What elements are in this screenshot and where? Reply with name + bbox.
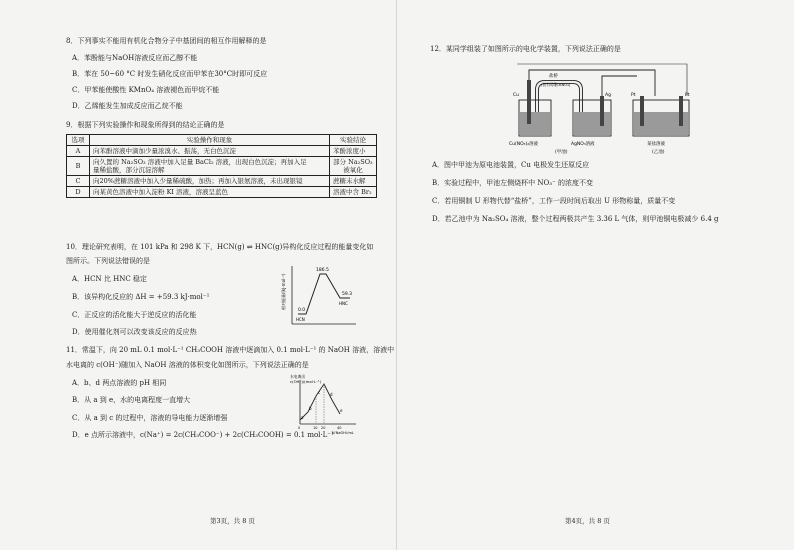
cell-yi-label: (乙池): [652, 150, 665, 154]
row-conclusion: 苯酚浓度小: [330, 146, 377, 157]
table-header-operation: 实验操作和现象: [90, 135, 330, 146]
x-tick-0: 0: [298, 426, 301, 430]
pt-electrode-left: [640, 96, 644, 126]
pt-label-left: Pt: [631, 93, 636, 98]
q10-energy-diagram: [280, 262, 360, 330]
q11-option-d: D．e 点所示溶液中，c(Na⁺) = 2c(CH₃COO⁻) + 2c(CH₃COOH) = 0.1 mol·L⁻¹: [72, 431, 334, 439]
table-header-conclusion: 实验结论: [330, 135, 377, 146]
row-conclusion-line: 被氧化: [343, 166, 363, 174]
point-b-label: b: [309, 406, 312, 411]
q11-water-ionization-graph: [290, 374, 362, 434]
table-row: [67, 146, 377, 157]
q10-option-b: B．该异构化反应的 ΔH = +59.3 kJ·mol⁻¹: [72, 293, 210, 301]
end-species-label: HNC: [339, 301, 348, 306]
q9-stem: 9．根据下列实验操作和现象所得到的结论正确的是: [66, 121, 225, 129]
page-4: [397, 0, 794, 550]
q10-option-c: C．正反应的活化能大于逆反应的活化能: [72, 311, 197, 319]
page-footer: 第4页，共 8 页: [565, 517, 610, 525]
point-c-label: c: [318, 390, 321, 395]
q10-stem-line1: 10．理论研究表明，在 101 kPa 和 298 K 下，HCN(g) ⇌ HNC(g)异构化反应过程的能量变化如: [66, 243, 374, 251]
q8-option-b: B．苯在 50~60 °C 时发生硝化反应而甲苯在30°C时即可反应: [72, 70, 268, 78]
pt-electrode-right: [679, 96, 683, 126]
q8-stem: 8．下列事实不能用有机化合物分子中基团间的相互作用解释的是: [66, 37, 267, 45]
row-conclusion: 溶液中含 Br₂: [330, 187, 377, 198]
row-conclusion: 蔗糖未水解: [330, 176, 377, 187]
table-row: [67, 157, 377, 176]
q12-option-a: A．图中甲池为原电池装置，Cu 电极发生还原反应: [432, 161, 590, 169]
beaker-2-label: AgNO₃溶液: [571, 142, 595, 147]
q12-option-d: D．若乙池中为 Na₂SO₄ 溶液，整个过程两极共产生 3.36 L 气体，则甲池铜电极减少 6.4 g: [432, 215, 719, 223]
point-d-label: d: [330, 392, 333, 397]
table-row: [67, 187, 377, 198]
x-axis-label: V(NaOH)/mL: [332, 431, 354, 434]
row-operation: 向苯酚溶液中滴加少量浓溴水、振荡，无白色沉淀: [90, 146, 330, 157]
point-a-label: a: [301, 415, 304, 420]
row-conclusion: [330, 157, 377, 176]
y-axis-label: 相对能量/(kJ·mol⁻¹): [281, 273, 286, 310]
q8-option-c: C．甲苯能使酸性 KMnO₄ 溶液褪色而甲烷不能: [72, 86, 220, 94]
q12-electrochemical-apparatus: [507, 56, 702, 154]
q9-experiment-table: [66, 134, 377, 198]
row-operation: 向20%蔗糖溶液中加入少量稀硫酸，加热；再加入银氨溶液，未出现银镜: [90, 176, 330, 187]
q11-option-c: C．从 a 到 c 的过程中，溶液的导电能力逐渐增强: [72, 414, 228, 422]
q11-stem-line2: 水电离的 c(OH⁻)随加入 NaOH 溶液的体积变化如图所示，下列说法正确的是: [66, 361, 309, 369]
q8-option-d: D．乙烯能发生加成反应而乙烷不能: [72, 102, 183, 110]
row-key: B: [67, 157, 90, 176]
page-footer: 第3页，共 8 页: [210, 517, 255, 525]
solution-1: [520, 112, 550, 135]
table-row: [67, 176, 377, 187]
q12-option-c: C．若用铜制 U 形物代替“盐桥”，工作一段时间后取出 U 形物称量，质量不变: [432, 197, 676, 205]
table-header-row: [67, 135, 377, 146]
x-tick-10: 10: [313, 426, 318, 430]
q12-stem: 12．某同学组装了如图所示的电化学装置，下列说法正确的是: [430, 45, 621, 53]
ag-electrode: [600, 96, 604, 126]
row-conclusion-line: 部分 Na₂SO₃: [333, 158, 373, 166]
solution-2: [574, 112, 610, 135]
cell-jia-label: (甲池): [555, 150, 568, 154]
salt-bridge-label: 盐桥: [549, 74, 558, 79]
row-key: A: [67, 146, 90, 157]
q11-option-a: A．b、d 两点溶液的 pH 相同: [72, 379, 167, 387]
q11-option-b: B．从 a 到 e，水的电离程度一直增大: [72, 396, 191, 404]
q10-option-a: A．HCN 比 HNC 稳定: [72, 275, 147, 283]
x-tick-40: 40: [337, 426, 342, 430]
y-axis-label-line1: 水电离出: [290, 374, 306, 379]
y-axis-label-line2: c(OH⁻)/(mol·L⁻¹): [290, 379, 322, 384]
end-value-label: 59.3: [342, 292, 353, 297]
row-key: D: [67, 187, 90, 198]
table-header-option: 选项: [67, 135, 90, 146]
row-operation-line: 向久置的 Na₂SO₃ 溶液中加入足量 BaCl₂ 溶液，出现白色沉淀；再加入足: [93, 158, 307, 166]
x-tick-20: 20: [321, 426, 326, 430]
row-operation: [90, 157, 330, 176]
cu-label: Cu: [513, 93, 519, 98]
beaker-1-label: Cu(NO₃)₂溶液: [509, 142, 539, 147]
salt-bridge-content-label: (装有琼脂-KNO₃): [541, 82, 571, 87]
q11-stem-line1: 11．常温下，向 20 mL 0.1 mol·L⁻¹ CH₃COOH 溶液中逐滴加入 0.1 mol·L⁻¹ 的 NaOH 溶液，溶液中: [66, 346, 395, 354]
row-operation: 向某黄色溶液中加入淀粉 KI 溶液，溶液呈蓝色: [90, 187, 330, 198]
q10-stem-line2: 图所示。下列说法错误的是: [66, 257, 150, 265]
cu-electrode: [527, 80, 531, 124]
beaker-3-label: 某盐溶液: [647, 142, 665, 147]
pt-label-right: Pt: [685, 93, 690, 98]
q12-option-b: B．实验过程中，甲池左侧烧杯中 NO₃⁻ 的浓度不变: [432, 179, 593, 187]
peak-value-label: 186.5: [316, 268, 329, 273]
q8-option-a: A．苯酚能与NaOH溶液反应而乙醇不能: [72, 54, 198, 62]
point-e-label: e: [340, 408, 343, 413]
q10-option-d: D．使用催化剂可以改变该反应的反应热: [72, 328, 197, 336]
ag-label: Ag: [605, 93, 611, 98]
start-species-label: HCN: [296, 317, 305, 322]
row-operation-line: 量稀盐酸，部分沉淀溶解: [93, 166, 165, 174]
row-key: C: [67, 176, 90, 187]
start-value-label: 0.0: [298, 308, 306, 313]
